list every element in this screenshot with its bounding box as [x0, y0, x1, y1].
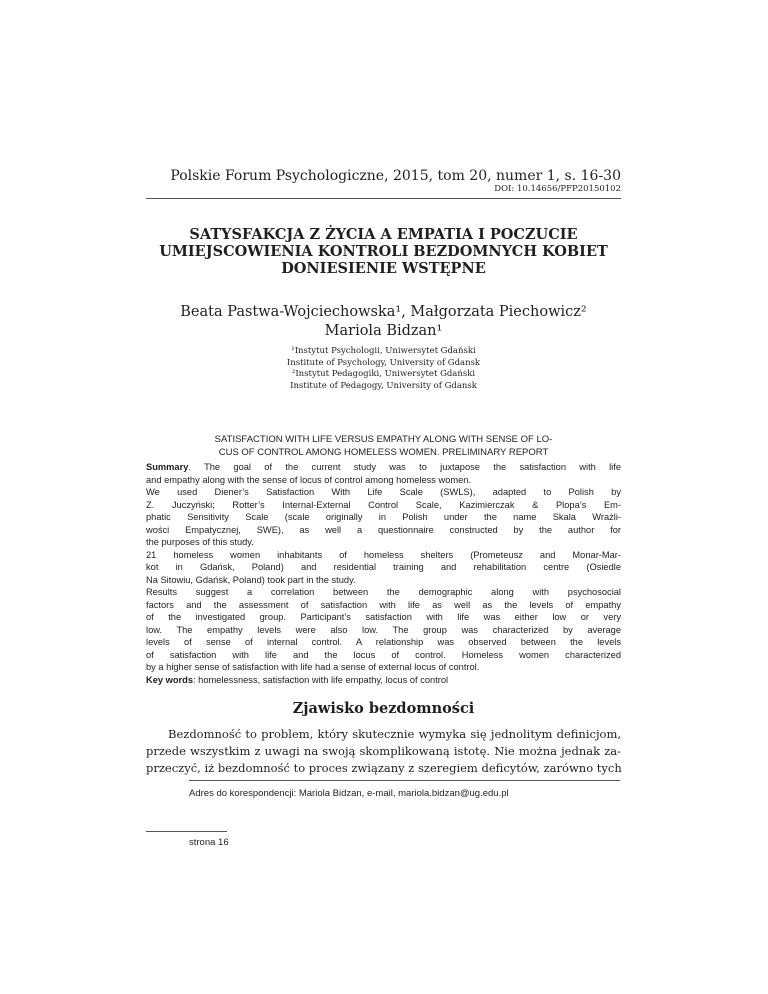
header-rule: [146, 198, 621, 199]
title-line: UMIEJSCOWIENIA KONTROLI BEZDOMNYCH KOBIET: [159, 243, 608, 260]
authors-line: Beata Pastwa-Wojciechowska¹, Małgorzata Piechowicz²: [180, 304, 587, 320]
abstract-line: of the investigated group. Participant’s satisfaction with life was either low or very: [146, 612, 621, 622]
keywords-line: [146, 674, 621, 687]
title-line: SATYSFAKCJA Z ŻYCIA A EMPATIA I POCZUCIE: [189, 226, 578, 243]
abstract-line: Results suggest a correlation between the demographic along with psychosocial: [146, 587, 621, 597]
abstract-line: Z. Juczyński; Rotter’s Internal-External Control Scale, Kazimierczak & Plopa’s Em-: [146, 499, 621, 510]
affiliation-line: Institute of Pedagogy, University of Gdansk: [290, 380, 477, 391]
abstract-line: factors and the assessment of satisfaction with life as well as the levels of empathy: [146, 599, 621, 610]
title-line: DONIESIENIE WSTĘPNE: [281, 260, 486, 277]
abstract-line: and empathy along with the sense of locus of control among homeless women.: [146, 474, 472, 485]
correspondence-footnote: Adres do korespondencji: Mariola Bidzan, e-mail, mariola.bidzan@ug.edu.pl: [189, 788, 509, 799]
section-heading: Zjawisko bezdomności: [292, 700, 475, 717]
summary-label: Summary: [146, 462, 189, 472]
body-line: Bezdomność to problem, który skutecznie wymyka się jednolitym definicjom,: [168, 727, 621, 741]
article-title: [146, 226, 621, 277]
abstract-line: We used Diener’s Satisfaction With Life Scale (SWLS), adapted to Polish by: [146, 487, 621, 497]
affiliation-line: Institute of Psychology, University of Gdansk: [286, 357, 481, 368]
affiliations: [146, 346, 621, 392]
abstract-line: phatic Sensitivity Scale (scale originally in Polish under the name Skala Wrażli-: [146, 512, 621, 522]
english-title-line: SATISFACTION WITH LIFE VERSUS EMPATHY ALONG WITH SENSE OF LO-: [214, 434, 553, 445]
abstract-line: kot in Gdańsk, Poland) and residential training and rehabilitation centre (Osiedle: [146, 562, 621, 572]
abstract-line: [146, 461, 621, 474]
doi: DOI: 10.14656/PFP20150102: [494, 184, 621, 194]
abstract-line: low. The empathy levels were also low. The group was characterized by average: [146, 624, 621, 635]
english-title-line: CUS OF CONTROL AMONG HOMELESS WOMEN. PRELIMINARY REPORT: [218, 446, 549, 458]
body-line: przeczyć, iż bezdomność to proces związany z szeregiem deficytów, zarówno tych: [146, 761, 622, 775]
abstract-line: of satisfaction with life and the locus of control. Homeless women characterized: [146, 649, 621, 660]
abstract-line: levels of sense of internal control. A relationship was observed between the levels: [146, 637, 621, 647]
authors-line: Mariola Bidzan¹: [324, 323, 443, 339]
authors: [146, 303, 621, 341]
affiliation-line: ¹Instytut Psychologii, Uniwersytet Gdański: [291, 346, 476, 356]
abstract-line: Na Sitowiu, Gdańsk, Poland) took part in the study.: [146, 574, 356, 585]
english-title: [146, 434, 621, 459]
page-number: strona 16: [189, 837, 229, 848]
keywords-label: Key words: [146, 674, 194, 685]
page-number-rule: [146, 831, 227, 832]
affiliation-line: ²Instytut Pedagogiki, Uniwersytet Gdański: [291, 369, 476, 379]
abstract-line: the purposes of this study.: [146, 537, 254, 547]
body-text: [146, 726, 621, 777]
abstract-line: 21 homeless women inhabitants of homeless shelters (Prometeusz and Monar-Mar-: [146, 549, 621, 560]
body-line: przede wszystkim z uwagi na swoją skomplikowaną istotę. Nie można jednak za-: [146, 744, 621, 758]
footnote-rule: [189, 780, 620, 781]
abstract-line: wości Empatycznej, SWE), as well a questionnaire constructed by the author for: [146, 524, 621, 535]
keywords-text: : homelessness, satisfaction with life empathy, locus of control: [193, 674, 449, 685]
journal-citation: Polskie Forum Psychologiczne, 2015, tom 20, numer 1, s. 16-30: [170, 168, 621, 184]
abstract-text: . The goal of the current study was to juxtapose the satisfaction with life: [188, 462, 621, 472]
abstract-line: by a higher sense of satisfaction with life had a sense of external locus of control.: [146, 662, 480, 672]
abstract: [146, 461, 621, 686]
